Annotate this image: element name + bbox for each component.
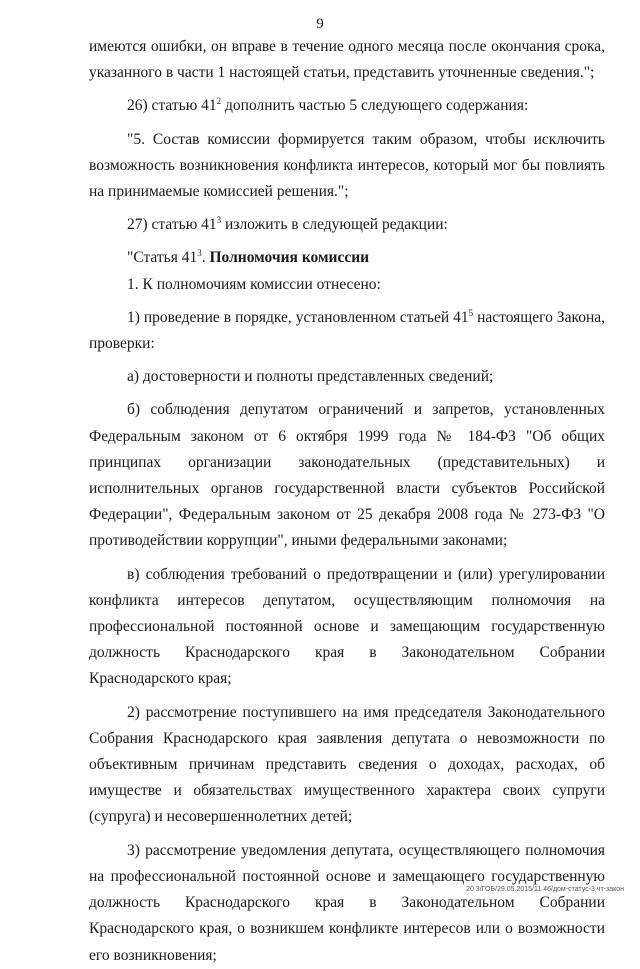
article-label: "Статья 41	[127, 249, 198, 267]
paragraph-continuation: имеются ошибки, он вправе в течение одного месяца после окончания срока, указанного в части 1 настоящей статьи, представить уточненные сведения.";	[89, 38, 605, 82]
article-separator: .	[201, 249, 210, 267]
superscript: 5	[468, 307, 474, 318]
page-number: 9	[316, 16, 324, 32]
document-body	[89, 34, 605, 969]
paragraph-text: 27) статью 41	[127, 216, 217, 234]
superscript: 2	[216, 96, 222, 107]
paragraph-part-1: 1. К полномочиям комиссии отнесено:	[127, 275, 381, 293]
article-heading	[89, 245, 605, 271]
paragraph-quoted-part-5: "5. Состав комиссии формируется таким образом, чтобы исключить возможность возникновения конфликта интересов, который мог бы повлиять на принимаемые комиссией решения.";	[89, 130, 605, 201]
paragraph-item-1	[89, 305, 605, 357]
paragraph-text: дополнить частью 5 следующего содержания:	[221, 97, 529, 115]
paragraph-text: изложить в следующей редакции:	[221, 216, 448, 234]
superscript: 3	[197, 248, 202, 259]
superscript: 3	[216, 215, 222, 226]
paragraph-item-3: 3) рассмотрение уведомления депутата, осуществляющего полномочия на профессиональной постоянной основе и замещающего государственную должность Краснодарского края в Законодательном Собрании Краснодарского края, о возникшем конфликте интересов или о возможности его возникновения;	[89, 841, 605, 964]
paragraph-item-26	[89, 93, 605, 119]
paragraph-text: 1) проведение в порядке, установленном статьей 41	[127, 308, 469, 326]
paragraph-item-2: 2) рассмотрение поступившего на имя председателя Законодательного Собрания Краснодарского края заявления депутата о невозможности по объективным причинам представить сведения о доходах, расходах, об имуществе и обязательствах имущественного характера своих супруги (супруга) и несовершеннолетних детей;	[89, 703, 605, 826]
paragraph-item-27	[89, 212, 605, 238]
paragraph-subitem-a: а) достоверности и полноты представленных сведений;	[127, 368, 494, 386]
paragraph-subitem-v: в) соблюдения требований о предотвращении и (или) урегулировании конфликта интересов депутатом, осуществляющим полномочия на профессиональной постоянной основе и замещающим государственную должность Краснодарского края в Законодательном Собрании Краснодарского края;	[89, 565, 605, 688]
paragraph-subitem-b: б) соблюдения депутатом ограничений и запретов, установленных Федеральным законом от 6 октября 1999 года № 184-ФЗ "Об общих принципах организации законодательных (представительных) и исполнительных органов государственной власти субъектов Российской Федерации", Федеральным законом от 25 декабря 2008 года № 273-ФЗ "О противодействии коррупции", иными федеральными законами;	[89, 401, 605, 550]
article-title: Полномочия комиссии	[209, 249, 370, 267]
paragraph-text: настоящего Закона, проверки:	[89, 308, 605, 353]
paragraph-text: 26) статью 41	[127, 97, 217, 115]
footer-document-code: 20 3/ГОБ/29.05.2015/11.46/дом-статус-3 чт-закон	[466, 886, 624, 893]
